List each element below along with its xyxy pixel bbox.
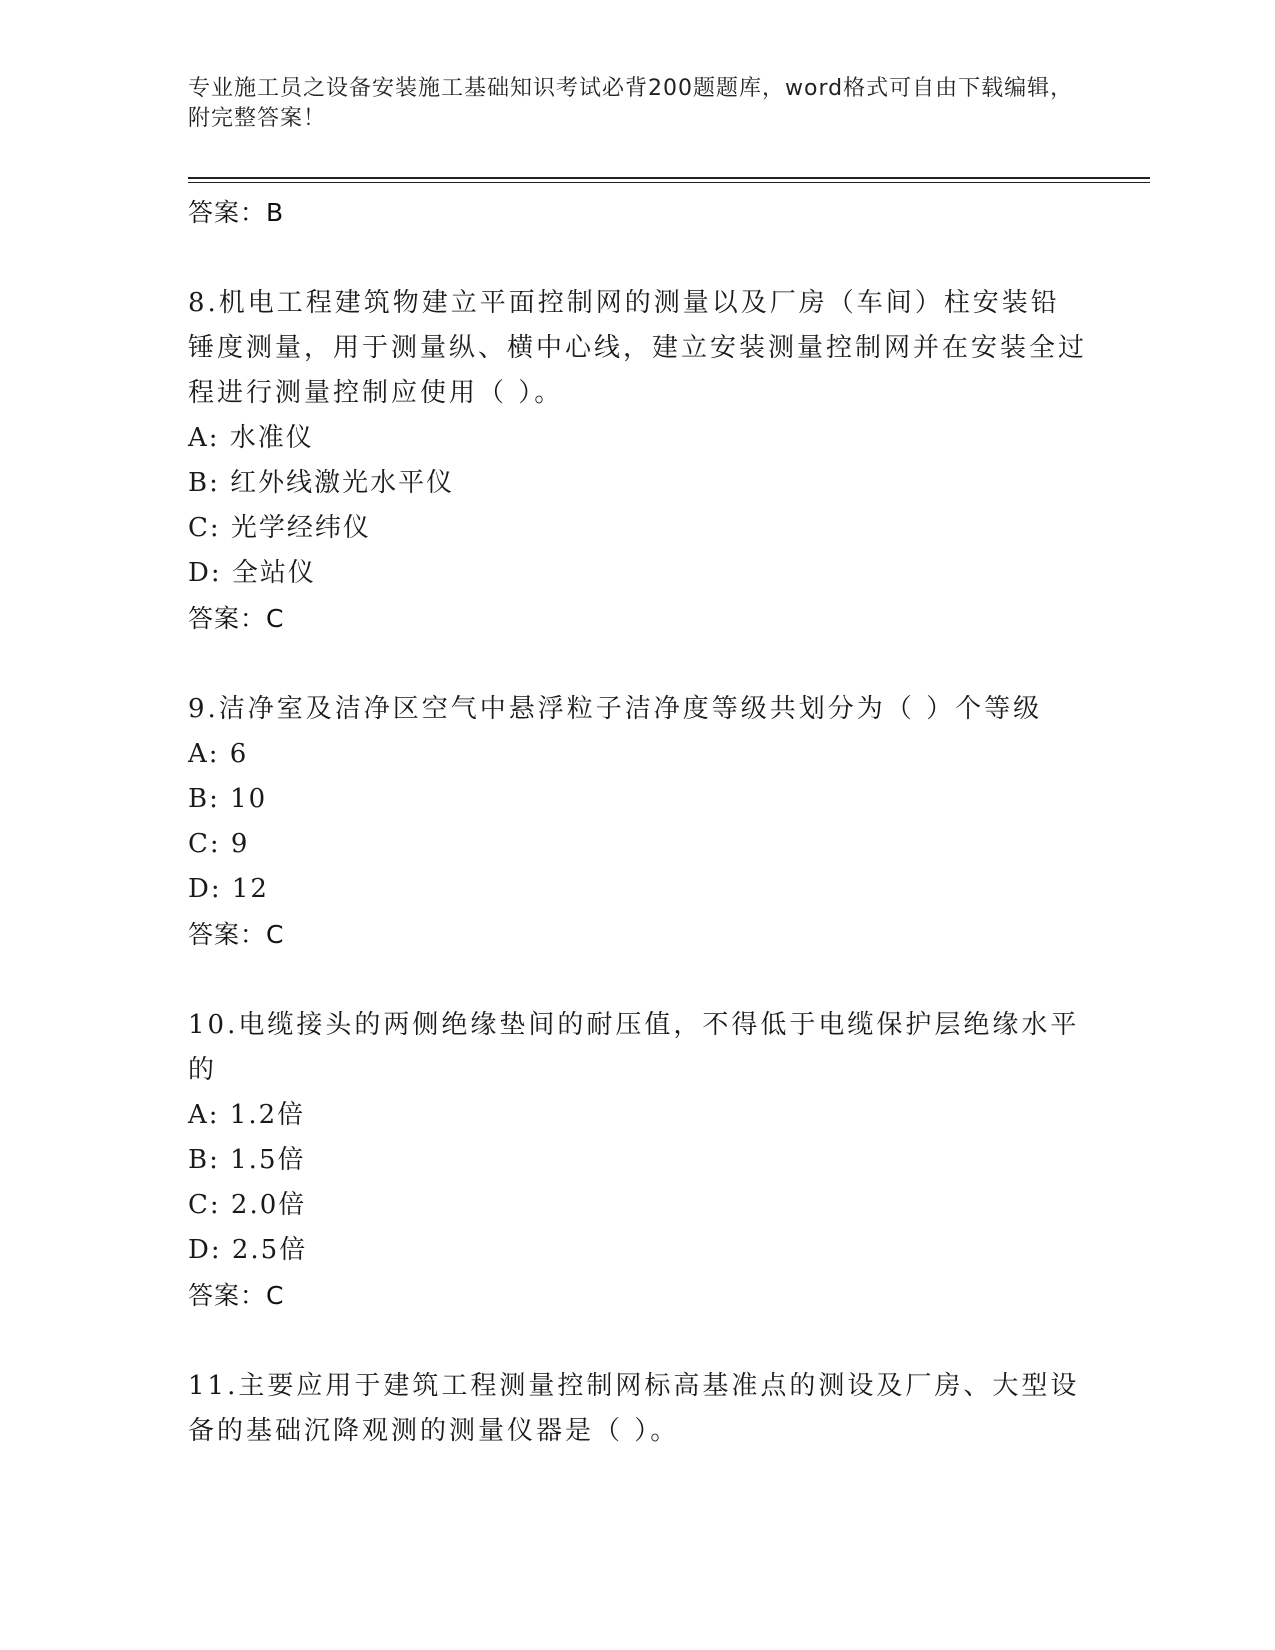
option-d: D: 全站仪	[188, 558, 316, 588]
document-header: 专业施工员之设备安装施工基础知识考试必背200题题库，word格式可自由下载编辑，附完整答案！	[188, 76, 1074, 131]
question-stem: 8.机电工程建筑物建立平面控制网的测量以及厂房（车间）柱安装铅锤度测量，用于测量纵、横中心线，建立安装测量控制网并在安装全过程进行测量控制应使用（ ）。	[188, 288, 1088, 408]
option-b: B: 10	[188, 784, 268, 814]
header-rule-thin	[188, 182, 1150, 183]
header-rule-thick	[188, 177, 1150, 179]
option-c: C: 2.0倍	[188, 1190, 307, 1220]
question-block	[188, 281, 1088, 642]
option-b: B: 1.5倍	[188, 1145, 306, 1175]
answer-line: 答案：C	[188, 920, 285, 949]
answer-line: 答案：C	[188, 1281, 285, 1310]
option-d: D: 12	[188, 874, 269, 904]
option-a: A: 6	[188, 739, 249, 769]
option-c: C: 9	[188, 829, 250, 859]
option-d: D: 2.5倍	[188, 1235, 308, 1265]
option-c: C: 光学经纬仪	[188, 513, 371, 543]
question-stem: 9.洁净室及洁净区空气中悬浮粒子洁净度等级共划分为（ ）个等级	[188, 694, 1043, 724]
question-block	[188, 687, 1088, 958]
question-block	[188, 1003, 1088, 1319]
question-stem: 11.主要应用于建筑工程测量控制网标高基准点的测设及厂房、大型设备的基础沉降观测的测量仪器是（ ）。	[188, 1371, 1080, 1446]
answer-line: 答案：C	[188, 604, 285, 633]
option-a: A: 1.2倍	[188, 1100, 306, 1130]
document-body	[188, 190, 1088, 1454]
answer-line: 答案：B	[188, 198, 285, 227]
question-block	[188, 1364, 1088, 1454]
option-a: A: 水准仪	[188, 423, 314, 453]
question-stem: 10.电缆接头的两侧绝缘垫间的耐压值，不得低于电缆保护层绝缘水平的	[188, 1010, 1080, 1085]
option-b: B: 红外线激光水平仪	[188, 468, 455, 498]
